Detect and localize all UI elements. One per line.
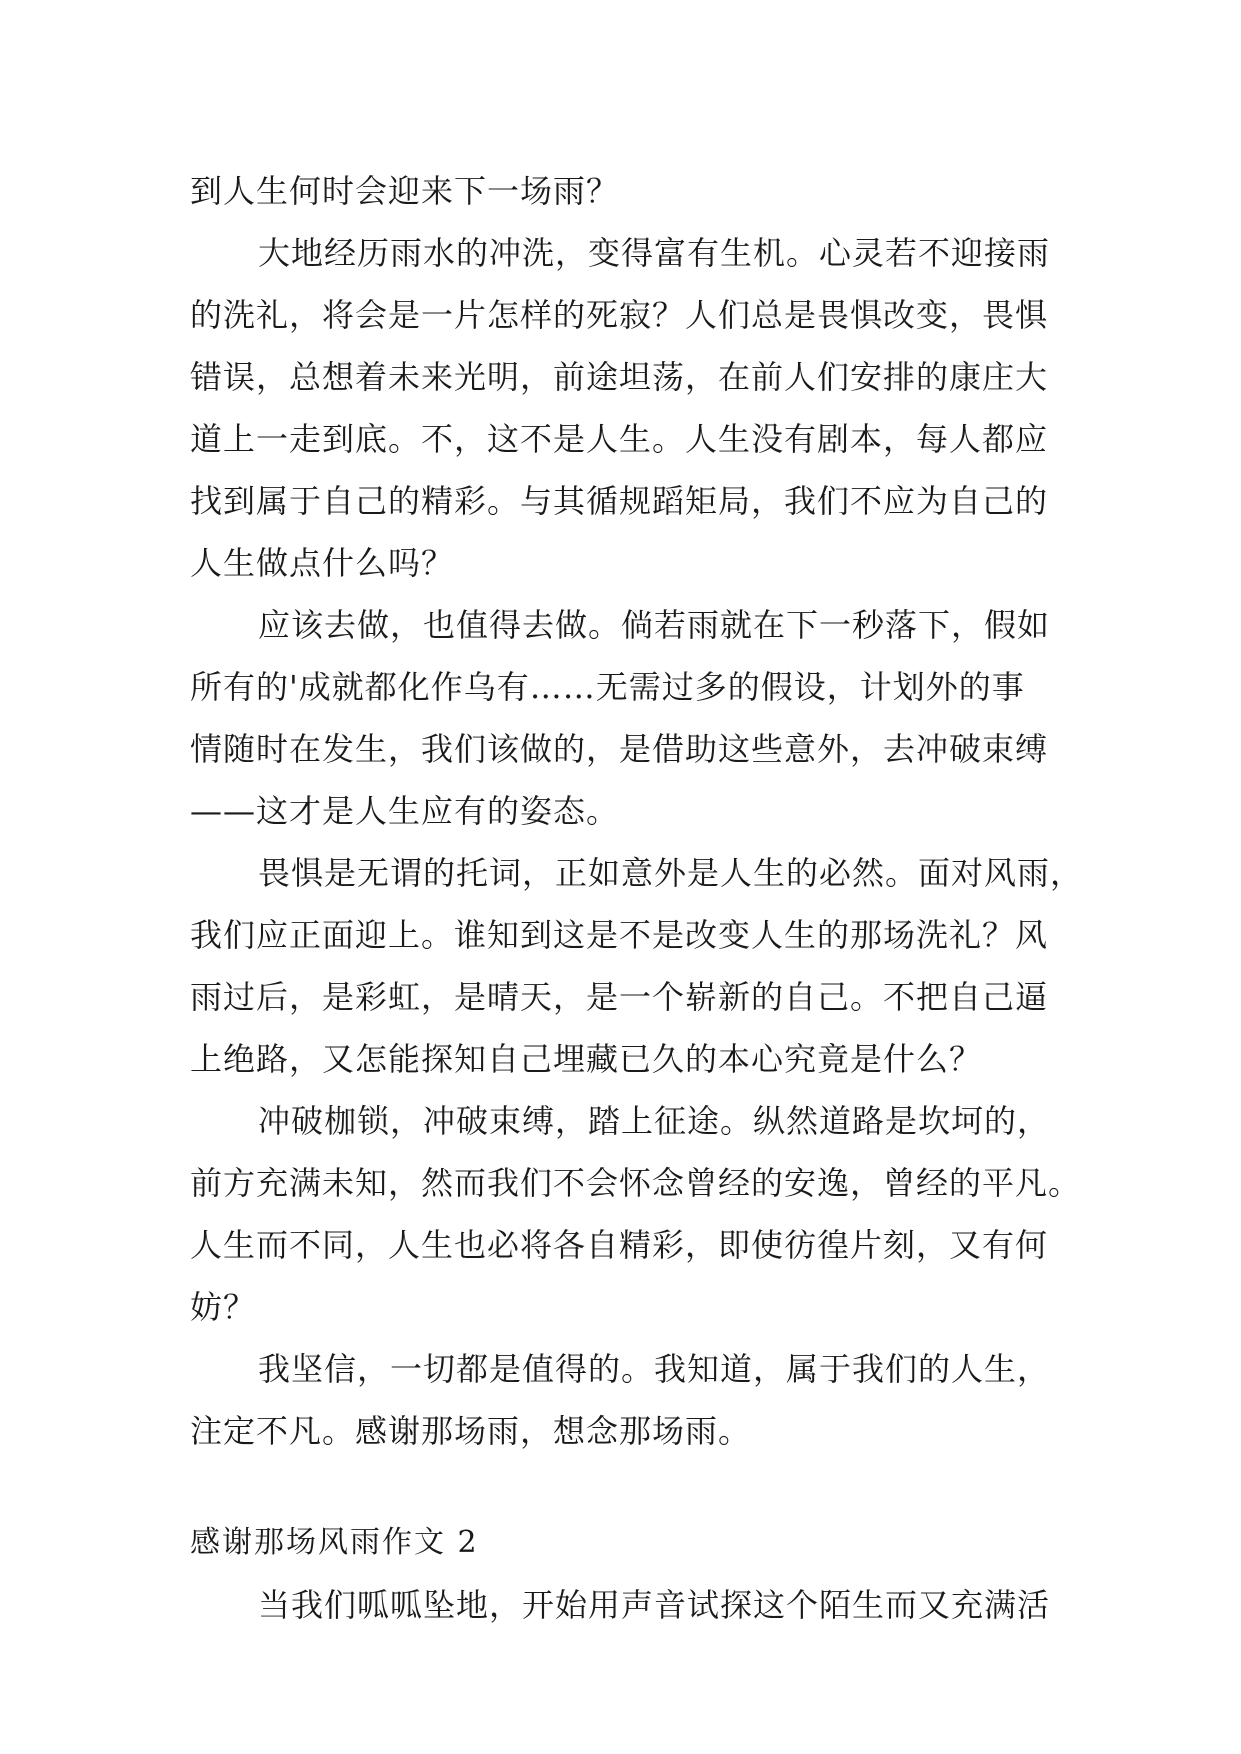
text-line: 前方充满未知，然而我们不会怀念曾经的安逸，曾经的平凡。 [190,1164,1082,1202]
text-line: 妨？ [190,1288,257,1326]
text-line: ——这才是人生应有的姿态。 [190,792,620,830]
text-line: 我坚信，一切都是值得的。我知道，属于我们的人生， [258,1350,1051,1388]
text-line: 人生而不同，人生也必将各自精彩，即使彷徨片刻，又有何 [190,1226,1049,1264]
text-line: 我们应正面迎上。谁知到这是不是改变人生的那场洗礼？风 [190,916,1049,954]
text-line: 当我们呱呱坠地，开始用声音试探这个陌生而又充满活 [258,1586,1051,1624]
text-line: 冲破枷锁，冲破束缚，踏上征途。纵然道路是坎坷的， [258,1102,1051,1140]
text-line: 到人生何时会迎来下一场雨？ [190,172,620,210]
section-gap [190,1462,1060,1512]
text-line: 注定不凡。感谢那场雨，想念那场雨。 [190,1412,752,1450]
text-line: 上绝路，又怎能探知自己埋藏已久的本心究竟是什么？ [190,1040,983,1078]
text-line: 人生做点什么吗？ [190,544,455,582]
text-line: 找到属于自己的精彩。与其循规蹈矩局，我们不应为自己的 [190,482,1049,520]
document-body [190,160,1084,1636]
text-line: 错误，总想着未来光明，前途坦荡，在前人们安排的康庄大 [190,358,1049,396]
text-line: 应该去做，也值得去做。倘若雨就在下一秒落下，假如 [258,606,1051,644]
text-line: 情随时在发生，我们该做的，是借助这些意外，去冲破束缚 [190,730,1049,768]
text-line: 所有的'成就都化作乌有……无需过多的假设，计划外的事 [190,668,1025,706]
text-line: 畏惧是无谓的托词，正如意外是人生的必然。面对风雨， [258,854,1084,892]
section-title: 感谢那场风雨作文 2 [190,1525,479,1560]
essay-2-text [190,1574,1060,1636]
text-line: 的洗礼，将会是一片怎样的死寂？人们总是畏惧改变，畏惧 [190,296,1049,334]
text-line: 道上一走到底。不，这不是人生。人生没有剧本，每人都应 [190,420,1049,458]
essay-1-text [190,160,1084,1462]
text-line: 大地经历雨水的冲洗，变得富有生机。心灵若不迎接雨 [258,234,1051,272]
text-line: 雨过后，是彩虹，是晴天，是一个崭新的自己。不把自己逼 [190,978,1049,1016]
